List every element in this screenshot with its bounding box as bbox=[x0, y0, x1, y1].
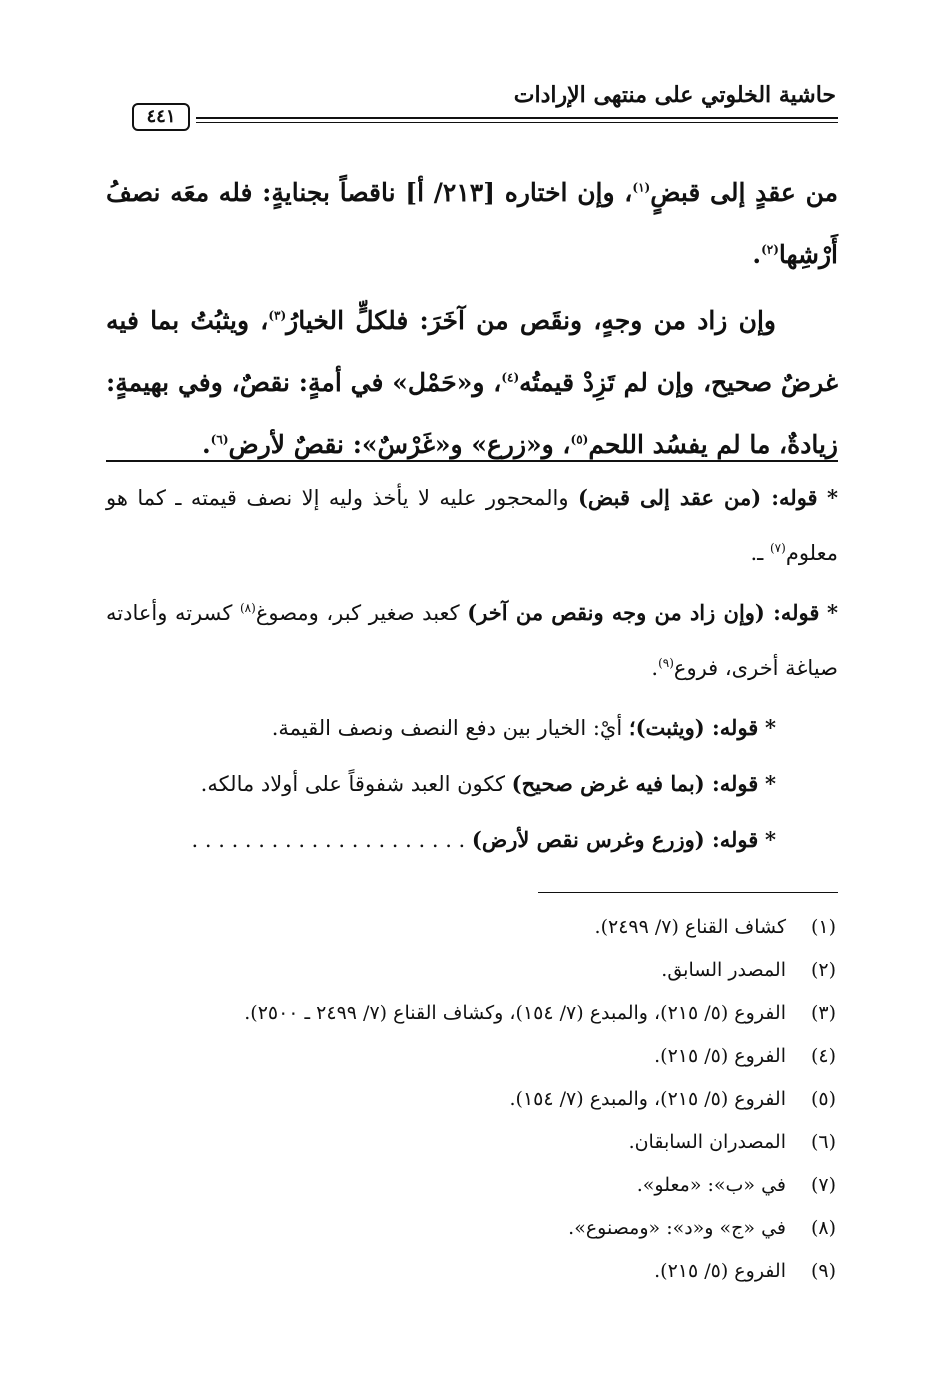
footnote-number: (٤) bbox=[810, 1045, 836, 1067]
footnote-text: في «ج» و«د»: «ومصنوع». bbox=[568, 1217, 786, 1239]
footnote-ref: (٣) bbox=[268, 308, 287, 323]
header-rule bbox=[196, 117, 838, 123]
footnote-ref: (٢) bbox=[761, 242, 779, 257]
text-run: ، و«زرع» و«غَرْسٌ»: نقصٌ لأرض bbox=[228, 430, 571, 459]
commentary-entry bbox=[106, 470, 838, 581]
main-text bbox=[106, 162, 838, 476]
footnote-ref: (٨) bbox=[239, 601, 256, 615]
footnote-text: الفروع (٥/ ٢١٥)، والمبدع (٧/ ١٥٤)، وكشاف القناع (٧/ ٢٤٩٩ ـ ٢٥٠٠). bbox=[244, 1002, 786, 1024]
footnote-ref: (٤) bbox=[501, 370, 520, 385]
entry-text: والمحجور عليه لا يأخذ وليه إلا نصف قيمته ـ كما هو معلوم bbox=[106, 486, 838, 565]
footnote bbox=[100, 1250, 836, 1293]
entry-lead: قوله: (من عقد إلى قبض) bbox=[577, 485, 818, 510]
entry-lead: قوله: (وزرع وغرس نقص لأرض) bbox=[471, 827, 759, 852]
footnote-number: (٥) bbox=[810, 1088, 836, 1110]
footnote-number: (١) bbox=[810, 916, 836, 938]
commentary-divider bbox=[106, 460, 838, 462]
footnote bbox=[100, 1078, 836, 1121]
continuation-dots: . . . . . . . . . . . . . . . . . . . . . bbox=[191, 828, 466, 852]
commentary-entry bbox=[106, 756, 838, 812]
commentary-entry bbox=[106, 585, 838, 696]
footnote-ref: (٧) bbox=[769, 541, 786, 555]
footnotes bbox=[100, 906, 836, 1293]
entry-lead: قوله: (بما فيه غرض صحيح) bbox=[511, 771, 759, 796]
commentary bbox=[106, 470, 838, 868]
text-run: وإن زاد من وجهٍ، ونقَص من آخَرَ: فلكلٍّ الخيارُ bbox=[286, 306, 776, 335]
footnote-text: الفروع (٥/ ٢١٥). bbox=[654, 1045, 786, 1067]
footnote-number: (٨) bbox=[810, 1217, 836, 1239]
footnote-number: (٧) bbox=[810, 1174, 836, 1196]
text-run: من عقدٍ إلى قبضٍ bbox=[650, 178, 838, 207]
footnote bbox=[100, 1121, 836, 1164]
asterisk-icon: * bbox=[827, 485, 838, 510]
text-run: . bbox=[201, 430, 211, 459]
footnote bbox=[100, 1164, 836, 1207]
footnote bbox=[100, 949, 836, 992]
footnote bbox=[100, 992, 836, 1035]
footnote bbox=[100, 1035, 836, 1078]
main-paragraph bbox=[106, 290, 838, 476]
footnote-text: الفروع (٥/ ٢١٥). bbox=[654, 1260, 786, 1282]
page-number: ٤٤١ bbox=[132, 103, 190, 131]
footnote-number: (٩) bbox=[810, 1260, 836, 1282]
footnote-text: في «ب»: «معلو». bbox=[636, 1174, 786, 1196]
footnote bbox=[100, 1207, 836, 1250]
footnote-ref: (٥) bbox=[570, 432, 589, 447]
footnote-text: كشاف القناع (٧/ ٢٤٩٩). bbox=[594, 916, 786, 938]
entry-lead: قوله: (ويثبت)؛ bbox=[628, 715, 759, 740]
entry-text: أيْ: الخيار بين دفع النصف ونصف القيمة. bbox=[271, 716, 629, 740]
commentary-entry bbox=[106, 700, 838, 756]
footnote-ref: (١) bbox=[632, 180, 651, 195]
footnote-ref: (٦) bbox=[210, 432, 229, 447]
commentary-entry bbox=[106, 812, 838, 868]
footnote-rule bbox=[538, 892, 838, 893]
entry-text: كسرته وأعادته صياغة أخرى، فروع bbox=[106, 601, 838, 680]
asterisk-icon: * bbox=[765, 771, 776, 796]
running-title: حاشية الخلوتي على منتهى الإرادات bbox=[513, 82, 836, 108]
footnote-number: (٣) bbox=[810, 1002, 836, 1024]
entry-text: ـ. bbox=[750, 541, 770, 565]
footnote-text: الفروع (٥/ ٢١٥)، والمبدع (٧/ ١٥٤). bbox=[509, 1088, 786, 1110]
text-run: ، ويثبُتُ بما فيه غرضٌ صحيح، وإن لم تَزِدْ قيمتُه bbox=[106, 306, 838, 397]
main-paragraph bbox=[106, 162, 838, 286]
footnote-number: (٢) bbox=[810, 959, 836, 981]
text-run: ، وإن اختاره [٢١٣/ أ] ناقصاً بجنايةٍ: فله معَه نصفُ أَرْشِها bbox=[106, 178, 838, 269]
footnote-text: المصدر السابق. bbox=[661, 959, 786, 981]
text-run: ، و«حَمْل» في أمةٍ: نقصٌ، وفي بهيمةٍ: زيادةٌ، ما لم يفسُد اللحم bbox=[106, 368, 838, 459]
asterisk-icon: * bbox=[765, 827, 776, 852]
asterisk-icon: * bbox=[827, 600, 838, 625]
entry-text: . bbox=[651, 656, 659, 680]
entry-text: كعبد صغير كبر، ومصوغ bbox=[255, 601, 468, 625]
asterisk-icon: * bbox=[765, 715, 776, 740]
footnote-number: (٦) bbox=[810, 1131, 836, 1153]
text-run: . bbox=[752, 240, 762, 269]
entry-text: ككون العبد شفوقاً على أولاد مالكه. bbox=[200, 772, 512, 796]
footnote-text: المصدران السابقان. bbox=[628, 1131, 786, 1153]
footnote bbox=[100, 906, 836, 949]
footnote-ref: (٩) bbox=[658, 656, 674, 670]
entry-lead: قوله: (وإن زاد من وجه ونقص من آخر) bbox=[467, 600, 820, 625]
